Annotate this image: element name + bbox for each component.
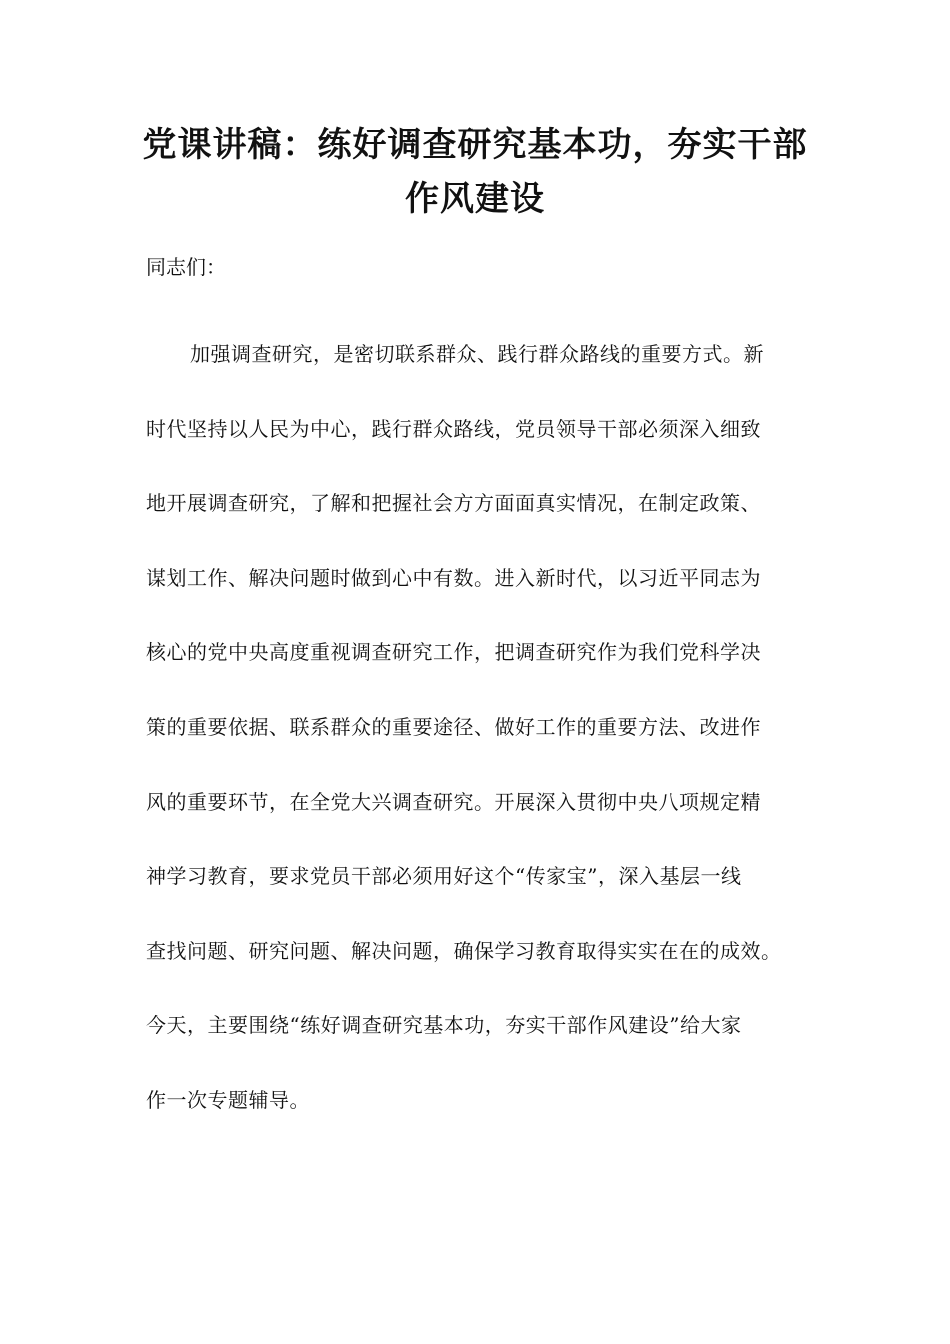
- paragraph-line: 作一次专题辅导。: [146, 1087, 310, 1112]
- paragraph-line: 风的重要环节，在全党大兴调查研究。开展深入贯彻中央八项规定精: [146, 789, 761, 814]
- paragraph-line: 核心的党中央高度重视调查研究工作，把调查研究作为我们党科学决: [146, 640, 761, 665]
- title-line: 作风建设: [405, 179, 545, 219]
- paragraph-line: 策的重要依据、联系群众的重要途径、做好工作的重要方法、改进作: [146, 714, 761, 739]
- salutation: 同志们：: [146, 255, 226, 279]
- paragraph-line: 查找问题、研究问题、解决问题，确保学习教育取得实实在在的成效。: [146, 938, 782, 963]
- paragraph-line: 加强调查研究，是密切联系群众、践行群众路线的重要方式。新: [190, 342, 764, 366]
- paragraph-line: 神学习教育，要求党员干部必须用好这个“传家宝”，深入基层一线: [146, 864, 742, 889]
- paragraph-line: 谋划工作、解决问题时做到心中有数。进入新时代，以习近平同志为: [146, 565, 761, 590]
- body-paragraph: [146, 336, 806, 1157]
- paragraph-line: 地开展调查研究，了解和把握社会方方面面真实情况，在制定政策、: [146, 491, 761, 516]
- document-title: [140, 118, 810, 226]
- paragraph-line: 今天，主要围绕“练好调查研究基本功，夯实干部作风建设”给大家: [146, 1013, 742, 1038]
- title-line: 党课讲稿：练好调查研究基本功，夯实干部: [142, 125, 808, 165]
- paragraph-line: 时代坚持以人民为中心，践行群众路线，党员领导干部必须深入细致: [146, 416, 761, 441]
